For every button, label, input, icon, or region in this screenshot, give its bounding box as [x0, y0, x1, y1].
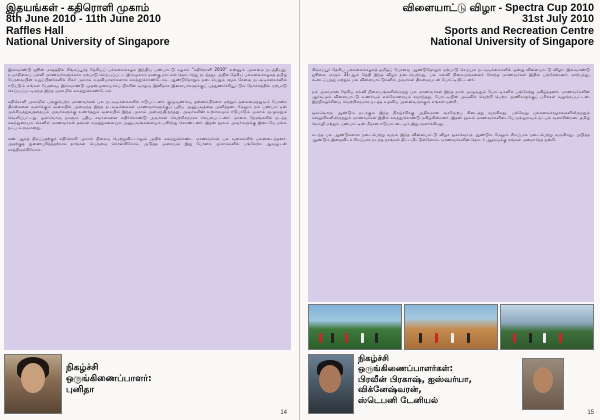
- photo-face-shape: [319, 365, 341, 393]
- coordinator-photo: [4, 354, 62, 414]
- player-figure: [529, 333, 532, 343]
- left-header-venue: Raffles Hall: [6, 24, 64, 37]
- left-page-header: [6, 3, 170, 49]
- left-paragraph-3: கண் ஆகத் திறப்பதற்குக் கதிரொளி முகாம் நிறைவு பெற்றுவிட்டாலும் அதில் கலந்துகொண்ட மாணவர்கள் பல வகைகளில் பலனடைந்தனர். அதற்குத் துணைபுரிந்ததற்காக நாங்கள் பெருமை கொள்கிறோம். அடுத்த முறையும் இது போன்ற முகாம்களில் பங்கேற்க ஆவலுடன் காத்திருக்கிறோம்.: [8, 136, 287, 152]
- player-figure: [513, 333, 516, 343]
- left-paragraph-2: கதிரொளி முகாமில் பங்குபெற்ற மாணவர்கள் பல நடவடிக்கைகளில் ஈடுபட்டனர். குழுவுணர்வு, தன்னம்பிக்கை மற்றும் தலைமைத்துவம் போன்ற திறன்களை வளர்க்கும் வகையில் அமைந்த இந்த நடவடிக்கைகள் மாணவர்களுக்குப் புதிய அனுபவத்தை அளித்தன. மேலும் நம் பண்பாட்டின் முக்கியத்துவத்தையும் அவர்களுக்கு உணர்த்தும் வகையில் இந்த முகாம் அமைந்திருந்தது. அவர்களின் உற்சாகமும் ஈடுபாடும் முகாம் முழுவதும் வெளிப்பட்டது. ஒவ்வொரு நாளும் புதிய சவால்களை எதிர்கொண்டு அவர்கள் வெற்றிகரமாக செயல்பட்டனர். மாலை நேரங்களில் நடந்த கலந்துரையாடல்களில் மாணவர்கள் தங்கள் கருத்துகளையும் அனுபவங்களையும் பகிர்ந்து கொண்டனர். இதன் மூலம் அவர்களுக்கு இடையே நல்ல நட்பு உருவானது.: [8, 99, 287, 131]
- right-header-title: விளையாட்டு விழா - Spectra Cup 2010: [402, 2, 594, 14]
- coordinator-photo-1: [308, 354, 354, 414]
- sports-photo-strip: [308, 304, 594, 350]
- player-figure: [543, 333, 546, 343]
- right-header-date: 31st July 2010: [522, 13, 594, 26]
- right-article-body: [308, 64, 594, 302]
- right-credit-role: ஒருங்கிணைப்பாளர்கள்:: [358, 364, 454, 375]
- left-page-number: 14: [280, 410, 287, 416]
- left-paragraph-1: இவ்வாண்டு ஜூன் மாதத்தில் சிங்கப்பூர்த் தேசியப் பல்கலைக்கழக இந்திய பண்பாட்டு கழகம் “கதிரொளி 2010” என்னும் முகாமை நடத்தியது. உயர்நிலைப் பள்ளி மாணவர்களுக்காக ஏற்பாடு செய்யப்பட்ட இம்முகாம் நான்கு நாட்கள் தொடர்ந்து நடந்தது. அதில் தேசிய பல்கலைக்கழகத் தமிழ் பேரவையின் உறுப்பினர்களில் சிலர் முகாம் உதவியாளர்களாக கலந்துகொண்டோம். ஆண்டுதோறும் நடைபெறும் சமூக சேவை நடவடிக்கைகளில் ஈடுபடும் எங்கள் பேரவை, இவ்வாண்டு முதன்முறையாகப் பிறரின் வாழ்வு இனிதாக இளையர்களுக்குப் புத்துணர்ச்சியூட்டும் நோக்கத்தில் ஏற்பாடு செய்யப்பட்டிருந்த இந்த முகாமில் கலந்துகொண்டோம்.: [8, 67, 287, 93]
- player-figure: [419, 333, 422, 343]
- sports-photo-2: [404, 304, 498, 350]
- player-figure: [467, 333, 470, 343]
- photo-face-shape: [21, 363, 45, 393]
- sports-photo-3: [500, 304, 594, 350]
- left-header-title: இதயங்கள் - கதிரொளி முகாம்: [6, 2, 150, 14]
- left-credit-role: ஒருங்கிணைப்பாளர்:: [66, 374, 152, 384]
- right-paragraph-1: சிங்கப்பூர் தேசிய பல்கலைக்கழகத் தமிழ்ப் பேரவை ஆண்டுதோறும் ஏற்பாடு செய்யும் நடவடிக்கைகளில் ஒன்று விளையாட்டு விழா. இவ்வாண்டு ஜூலை மாதம் 31-ஆம் தேதி இந்த விழா நடைபெற்றது. பல கல்வி நிலையங்களைச் சேர்ந்த மாணவர்கள் இதில் பங்கேற்றனர். காற்பந்து, கூடைப்பந்து மற்றும் பல விளையாட்டுகளில் அவர்கள் திறமையுடன் போட்டியிட்டனர்.: [312, 67, 590, 83]
- left-credit-block: [66, 363, 152, 396]
- player-figure: [435, 333, 438, 343]
- right-header-institution: National University of Singapore: [430, 36, 594, 49]
- right-credit-names-3: ஸ்டெபனி டேனியல்: [358, 395, 439, 406]
- coordinator-photo-2: [522, 358, 564, 410]
- right-paragraph-3: ஒவ்வொரு ஆண்டும் நடக்கும் இந்த நிகழ்ச்சிக்கு அதிகமான வரவேற்பு கிடைத்து வருகிறது. பல்வேறு பல்கலைக்கழகங்களிலிருந்தும் கல்லூரிகளிலிருந்தும் மாணவர்கள் இதில் கலந்துகொண்டு மகிழ்கின்றனர். இதன் மூலம் மாணவர்களிடையே நல்லுறவும் நட்பும் வளர்கின்றன. தமிழ் மொழி மற்றும் பண்பாட்டின் மீதான ஈடுபாட்டையும் இது வளர்க்கிறது.: [312, 110, 590, 126]
- left-header-institution: National University of Singapore: [6, 36, 170, 49]
- player-figure: [345, 333, 348, 343]
- left-article-body: [4, 64, 291, 350]
- sports-photo-1: [308, 304, 402, 350]
- right-header-venue: Sports and Recreation Centre: [444, 24, 594, 37]
- player-figure: [559, 333, 562, 343]
- right-credit-block: [358, 354, 472, 406]
- player-figure: [331, 333, 334, 343]
- left-header-dates: 8th June 2010 - 11th June 2010: [6, 13, 161, 26]
- right-page: [300, 0, 600, 420]
- player-figure: [451, 333, 454, 343]
- player-figure: [375, 333, 378, 343]
- left-credit-name: புனிதா: [66, 385, 95, 395]
- right-page-header: [402, 3, 594, 49]
- photo-face-shape: [533, 367, 553, 393]
- right-paragraph-2: நம் முகாமான் தேசிய கல்வி நிலையங்களிலிருந்து பல மாணவர்கள் இந்த நாள் முழுவதும் போட்டிகளில் பங்கேற்று மகிழ்ந்தனர். மாணவர்களின் ஆர்வமும் விளையாட்டு உணர்வும் எல்லோரையும் கவர்ந்தது. போட்டியின் முடிவில் வெற்றி பெற்ற அணிகளுக்குப் பரிசுகள் வழங்கப்பட்டன. இந்நிகழ்ச்சியை வெற்றிகரமாக நடத்த உதவிய அனைவருக்கும் எங்கள் நன்றி.: [312, 88, 590, 105]
- right-paragraph-4: கடந்த பல ஆண்டுகளாக நடைபெற்று வரும் இந்த விளையாட்டு விழா ஒவ்வொரு ஆண்டும் மேலும் சிறப்பாக நடைபெற்று வருகிறது. அடுத்த ஆண்டும் இதைவிடச் சிறப்பாக நடத்த நாங்கள் திட்டமிட்டுள்ளோம். மாணவர்களின் தொடர் ஆதரவுக்கு எங்கள் மனமார்ந்த நன்றி.: [312, 131, 590, 143]
- right-credit-label: நிகழ்ச்சி: [358, 353, 390, 364]
- player-figure: [361, 333, 364, 343]
- right-credit-names-1: பிரவீன் பிரகாஷ், ஐஸ்வர்யா,: [358, 374, 472, 385]
- left-page-footer: [0, 350, 299, 420]
- right-page-number: 15: [587, 410, 594, 416]
- left-credit-label: நிகழ்ச்சி: [66, 363, 99, 373]
- right-credit-names-2: விக்னேஷ்வரன்,: [358, 385, 422, 396]
- player-figure: [319, 333, 322, 343]
